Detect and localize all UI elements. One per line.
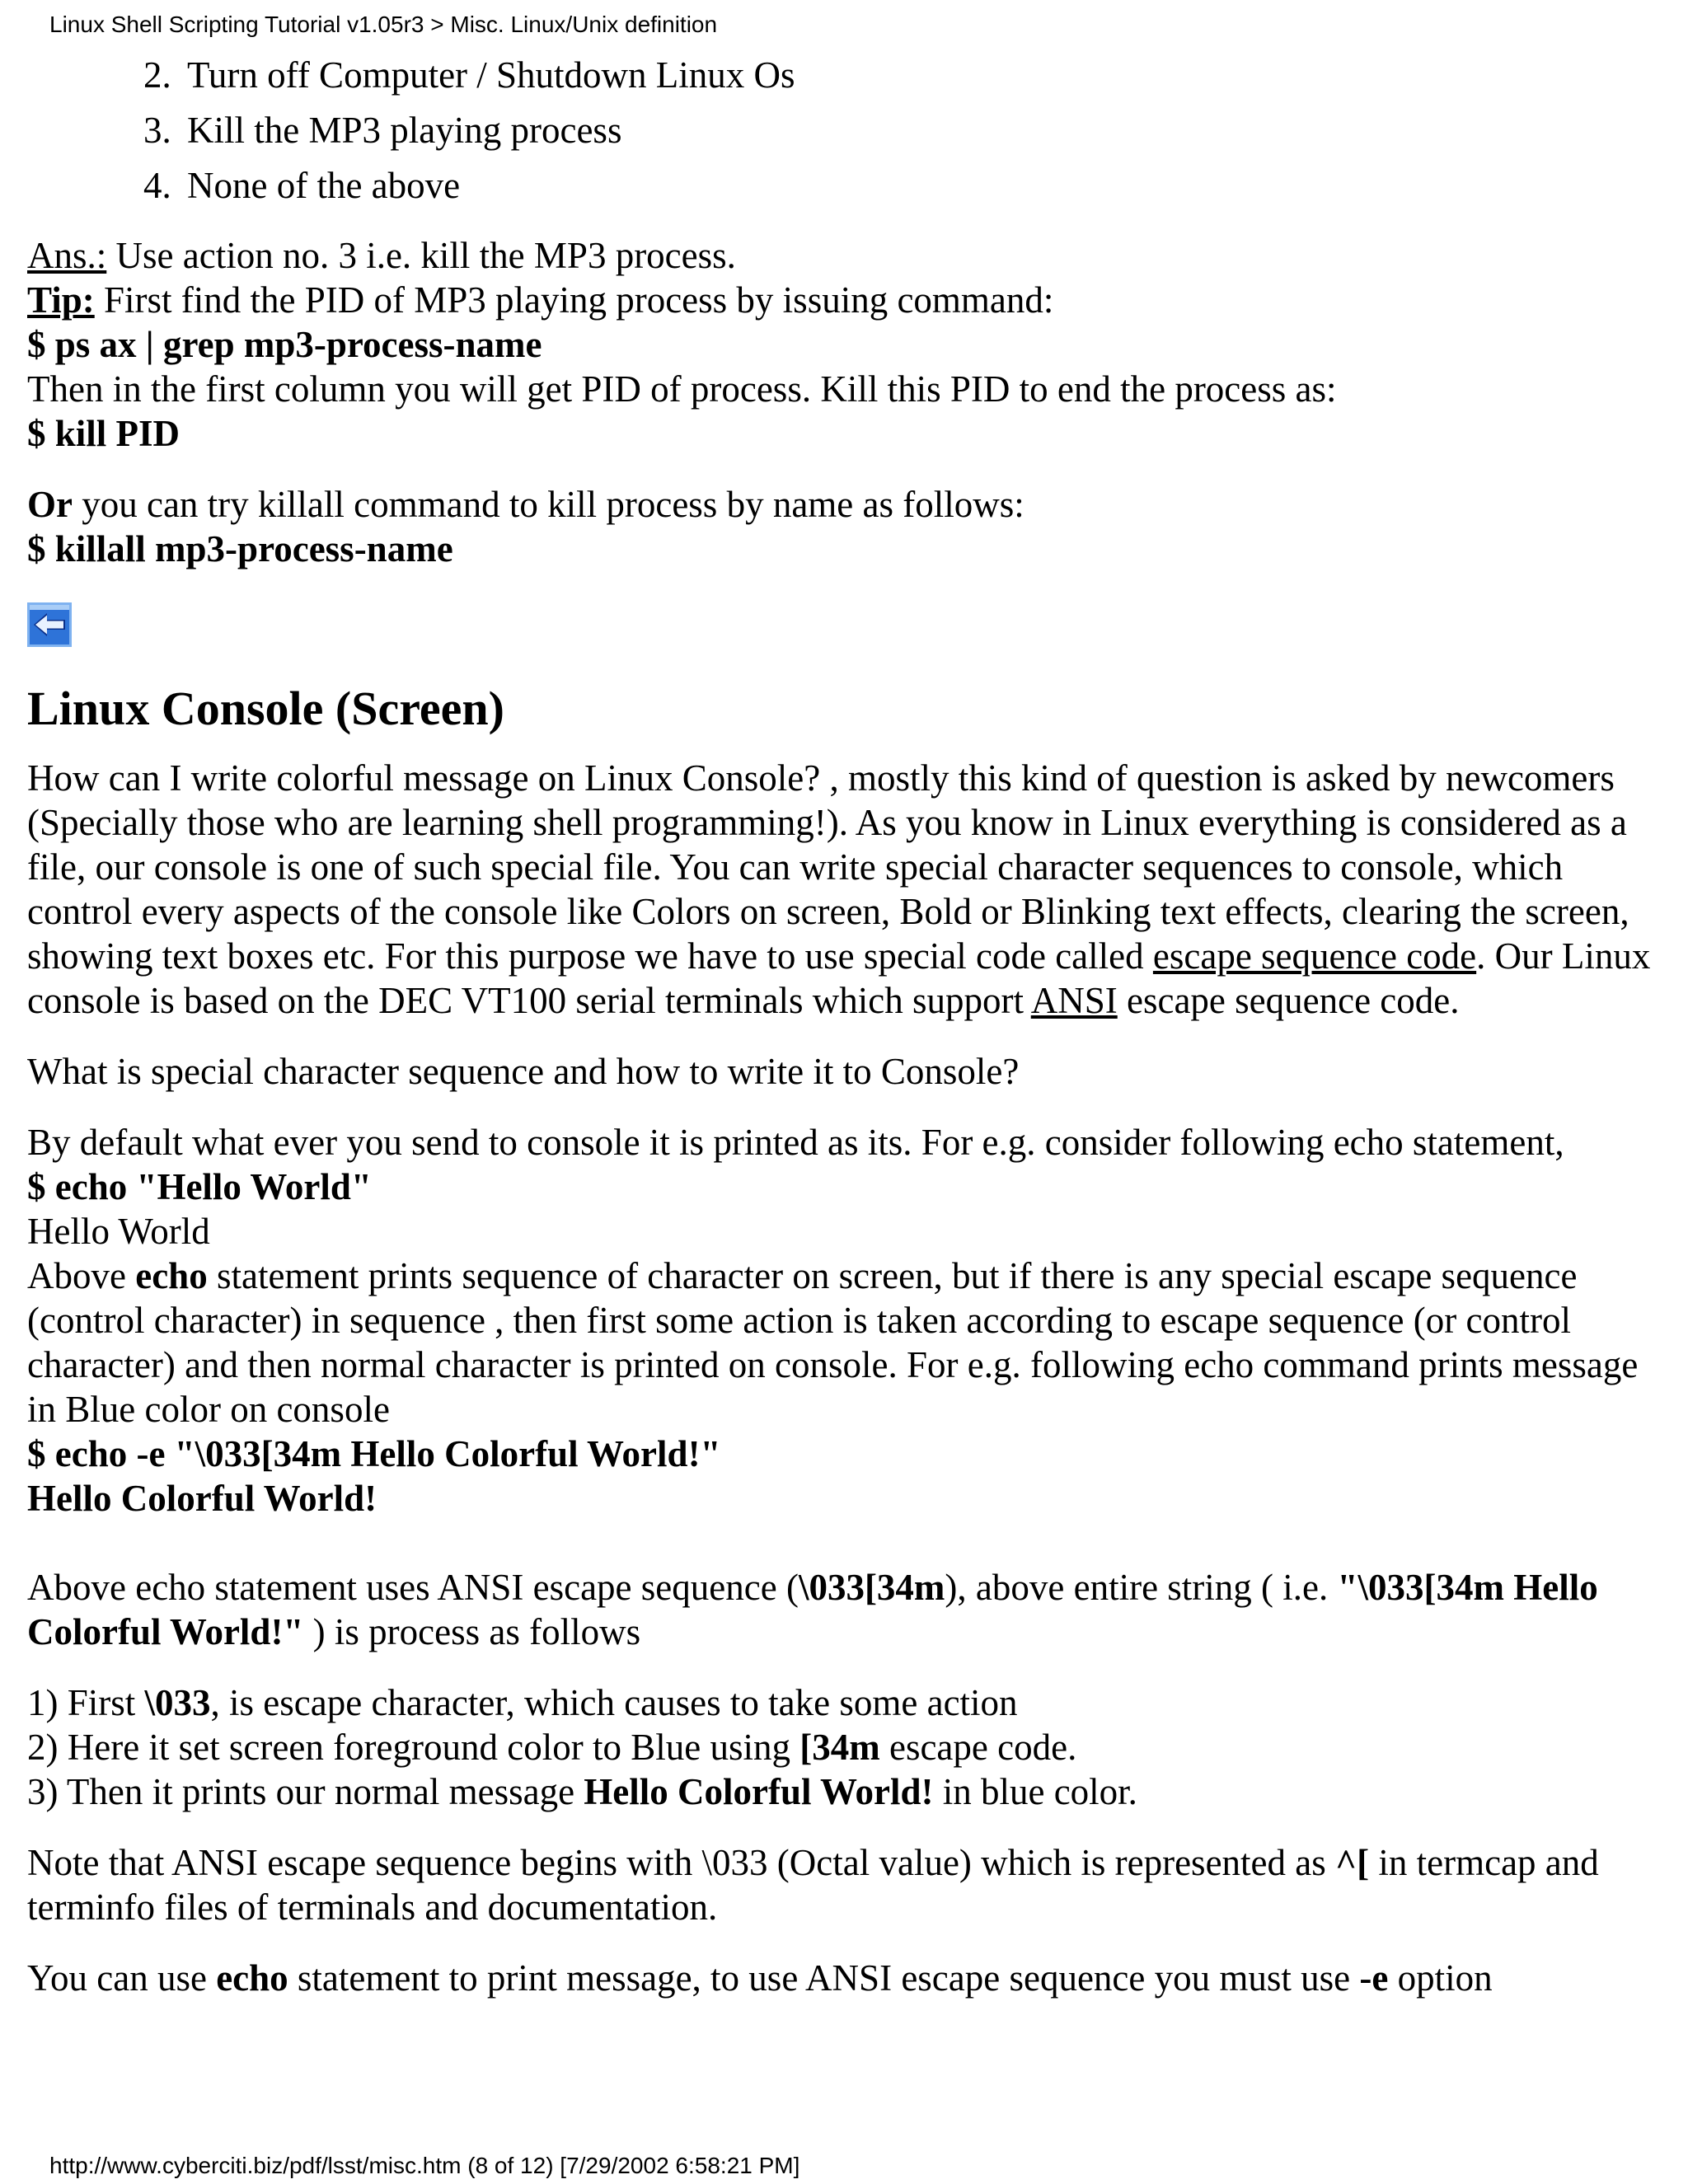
killall-paragraph xyxy=(27,482,1667,571)
command-kill: $ kill PID xyxy=(27,413,181,454)
or-label: Or xyxy=(27,484,73,525)
answer-line xyxy=(27,233,1667,278)
answer-paragraph xyxy=(27,233,1667,456)
tip-label: Tip: xyxy=(27,279,95,321)
tip-line xyxy=(27,278,1667,322)
list-item: 4. None of the above xyxy=(181,158,1667,213)
tip-text: First find the PID of MP3 playing process by issuing command: xyxy=(94,279,1054,321)
answer-options-list xyxy=(27,48,1667,213)
echo-output: Hello World xyxy=(27,1211,210,1252)
question-paragraph: What is special character sequence and how to write it to Console? xyxy=(27,1051,1020,1092)
steps-paragraph xyxy=(27,1680,1667,1814)
or-text: you can try killall command to kill process by name as follows: xyxy=(72,484,1025,525)
ans-text: Use action no. 3 i.e. kill the MP3 process. xyxy=(106,235,736,276)
usage-paragraph: You can use echo statement to print message, to use ANSI escape sequence you must use -e option xyxy=(27,1957,1493,1999)
ans-label: Ans.: xyxy=(27,235,107,276)
intro-paragraph xyxy=(27,756,1667,1023)
ansi-link[interactable]: ANSI xyxy=(1030,980,1118,1021)
or-line xyxy=(27,482,1667,527)
above-text: Above echo statement prints sequence of character on screen, but if there is any special escape sequence (control character) in sequence , then first some action is taken according to escape sequence (or control character) and then normal character is printed on console. For e.g. following echo command prints message in Blue color on console xyxy=(27,1255,1639,1430)
step-3: 3) Then it prints our normal message Hello Colorful World! in blue color. xyxy=(27,1771,1137,1812)
command-echo: $ echo "Hello World" xyxy=(27,1166,372,1207)
back-arrow-icon[interactable] xyxy=(27,602,72,647)
then-text: Then in the first column you will get PID of process. Kill this PID to end the process as: xyxy=(27,368,1337,410)
section-title: Linux Console (Screen) xyxy=(27,682,504,735)
intro-text: escape sequence code. xyxy=(1117,980,1460,1021)
page-header-breadcrumb: Linux Shell Scripting Tutorial v1.05r3 > Misc. Linux/Unix definition xyxy=(49,12,718,37)
ansi-paragraph: Above echo statement uses ANSI escape sequence (\033[34m), above entire string ( i.e. "\033[34m Hello Colorful World!" ) is process as follows xyxy=(27,1567,1598,1652)
echo-paragraph xyxy=(27,1120,1667,1521)
color-output: Hello Colorful World! xyxy=(27,1478,377,1519)
default-text: By default what ever you send to console it is printed as its. For e.g. consider following echo statement, xyxy=(27,1122,1564,1163)
step-1: 1) First \033, is escape character, which causes to take some action xyxy=(27,1682,1018,1723)
step-2: 2) Here it set screen foreground color to Blue using [34m escape code. xyxy=(27,1727,1077,1768)
intro-text: How can I write colorful message on Linux Console? , mostly this kind of question is asked by newcomers (Specially those who are learning shell programming!). As you know in Linux everything is considered as a file, our console is one of such special file. You can write special character sequences to console, which control every aspects of the console like Colors on screen, Bold or Blinking text effects, clearing the screen, showing text boxes etc. For this purpose we have to use special code called xyxy=(27,757,1629,977)
command-killall: $ killall mp3-process-name xyxy=(27,528,453,569)
list-item: 2. Turn off Computer / Shutdown Linux Os xyxy=(181,48,1667,103)
intro-text: . Our Linux console is based on the DEC VT100 serial terminals which support xyxy=(27,935,1651,1021)
note-paragraph: Note that ANSI escape sequence begins with \033 (Octal value) which is represented as ^[ in termcap and terminfo files of terminals and documentation. xyxy=(27,1842,1599,1928)
command-color: $ echo -e "\033[34m Hello Colorful World!" xyxy=(27,1433,721,1474)
escape-sequence-link[interactable]: escape sequence code xyxy=(1152,935,1477,977)
command-ps: $ ps ax | grep mp3-process-name xyxy=(27,324,542,365)
document-body xyxy=(27,48,1667,2000)
list-item: 3. Kill the MP3 playing process xyxy=(181,103,1667,158)
page-footer-url: http://www.cyberciti.biz/pdf/lsst/misc.htm (8 of 12) [7/29/2002 6:58:21 PM] xyxy=(49,2153,800,2178)
